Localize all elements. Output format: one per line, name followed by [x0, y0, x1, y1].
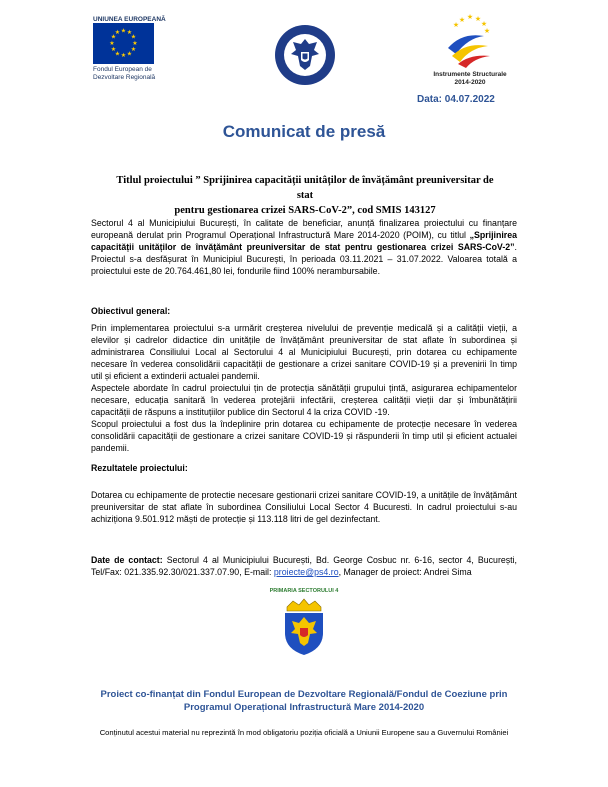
objective-paragraph-3: Scopul proiectului a fost dus la îndeplinire prin dotarea cu echipamente de protecție necesare în vederea consolidării capacității de gestionare a crizei sanitare COVID-19 și răspunderii în timp util și eficient actualei pandemii. [91, 419, 517, 453]
is-label-line1: Instrumente Structurale [433, 71, 507, 78]
eu-fund-name [93, 66, 173, 82]
svg-text:★: ★ [466, 13, 474, 21]
svg-text:★: ★ [474, 15, 482, 23]
intro-text-part1: Sectorul 4 al Municipiului București, în calitate de beneficiar, anunță finalizarea proiectului cu finanțare europeană derulat prin Programul Operațional Infrastructură Mare 2014-2020 (POIM), cu titlul [91, 218, 517, 240]
cofinancing-note [0, 688, 608, 714]
svg-text:★: ★ [110, 33, 117, 41]
svg-text:★: ★ [109, 40, 115, 47]
svg-text:★: ★ [120, 52, 127, 59]
svg-text:★: ★ [114, 50, 121, 58]
eu-fund-line1: Fondul European de [93, 66, 152, 73]
project-title [110, 173, 500, 218]
svg-text:★: ★ [480, 20, 488, 28]
svg-text:★: ★ [458, 16, 466, 24]
contact-text-2: , Manager de proiect: Andrei Sima [338, 567, 472, 577]
svg-text:★: ★ [126, 29, 133, 36]
objective-paragraph-1: Prin implementarea proiectului s-a urmărit creșterea nivelului de prevenție medicală și a calității vieții, a elevilor și cadrelor didactice din unitățile de învățământ preuniversitar de stat aflate în subordinea și administrarea Consiliului Local al Sectorului 4 al Municipiului București, prin dotarea cu echipamente necesare în vederea consolidării capacității de gestionare a crizei sanitare COVID-19 și a prevenirii în timp util și eficient a extinderii actualei pandemii. [91, 323, 517, 381]
svg-text:★: ★ [483, 27, 491, 35]
sector4-crest-icon [281, 597, 327, 657]
contact-text-1: Sectorul 4 al Municipiului București, Bd. George Cosbuc nr. 6-16, sector 4, București, Tel/Fax: 021.335.92.30/021.337.07.90, E-mail: [91, 555, 518, 577]
cofinancing-line1: Proiect co-finanțat din Fondul European de Dezvoltare Regională/Fondul de Coeziune prin [100, 689, 508, 700]
contact-label: Date de contact: [91, 555, 163, 565]
project-title-line2: pentru gestionarea crizei SARS-CoV-2”, cod SMIS 143127 [174, 205, 436, 216]
svg-text:★: ★ [132, 40, 138, 47]
cofinancing-line2: Programul Operațional Infrastructură Mare 2014-2020 [183, 702, 425, 713]
eu-fund-line2: Dezvoltare Regională [93, 74, 156, 81]
contact-paragraph [91, 554, 517, 578]
page-title: Comunicat de presă [222, 122, 386, 141]
objective-paragraph-2: Aspectele abordate în cadrul proiectului țin de protecția sănătății grupului țintă, asigurarea echipamentelor necesare, educația sanitară în vederea protejării infectării, creșterea calității vieții dar și îmbunătățirii capacității de răspuns a instituțiilor publice din Sectorul 4 la criza COVID -19. [91, 383, 517, 417]
government-seal-icon [274, 24, 336, 86]
structural-instruments-logo-icon [440, 10, 496, 70]
is-label-line2: 2014-2020 [454, 79, 486, 86]
release-date: Data: 04.07.2022 [417, 94, 495, 105]
results-heading: Rezultatele proiectului: [91, 463, 188, 473]
results-paragraph: Dotarea cu echipamente de protectie necesare gestionarii crizei sanitare COVID-19, a unitățile de învățământ preuniversitar de stat aflate în subordinea Consiliului Local Sector 4 Bucuresti. In cadrul proiectului s-au achiziționa 9.501.912 măști de protecție și 113.118 litri de gel dezinfectant. [91, 490, 517, 524]
intro-text-bold: „Sprijinirea capacității unităților de învățământ preuniversitar de stat pentru gestionarea crizei SARS-CoV-2” [91, 230, 517, 252]
objective-heading: Obiectivul general: [91, 306, 171, 316]
svg-text:★: ★ [120, 27, 127, 35]
ps4-label: PRIMARIA SECTORULUI 4 [269, 588, 339, 594]
structural-instruments-label [428, 71, 512, 87]
intro-paragraph [91, 217, 517, 277]
svg-text:★: ★ [110, 46, 117, 53]
svg-text:★: ★ [130, 33, 137, 41]
svg-text:★: ★ [130, 46, 137, 53]
intro-text-part2: . Proiectul s-a desfășurat în Municipiul București, în perioada 03.11.2021 – 31.07.2022. Valoarea totală a proiectului este de 20.764.461,80 lei, fondurile fiind 100% nerambursabile. [91, 242, 517, 276]
disclaimer: Conținutul acestui material nu reprezintă în mod obligatoriu poziția oficială a Uniunii Europene sau a Guvernului României [99, 728, 509, 737]
svg-text:★: ★ [126, 50, 133, 58]
contact-email-link[interactable]: proiecte@ps4.ro [273, 567, 339, 577]
objective-section [91, 322, 517, 454]
svg-text:★: ★ [452, 21, 460, 29]
eu-flag-icon [93, 23, 154, 64]
svg-text:★: ★ [114, 29, 121, 36]
project-title-line1: Titlul proiectului ” Sprijinirea capacității unitâților de învățământ preuniversitar de stat [116, 175, 494, 201]
eu-label: UNIUNEA EUROPEANĂ [93, 16, 166, 23]
